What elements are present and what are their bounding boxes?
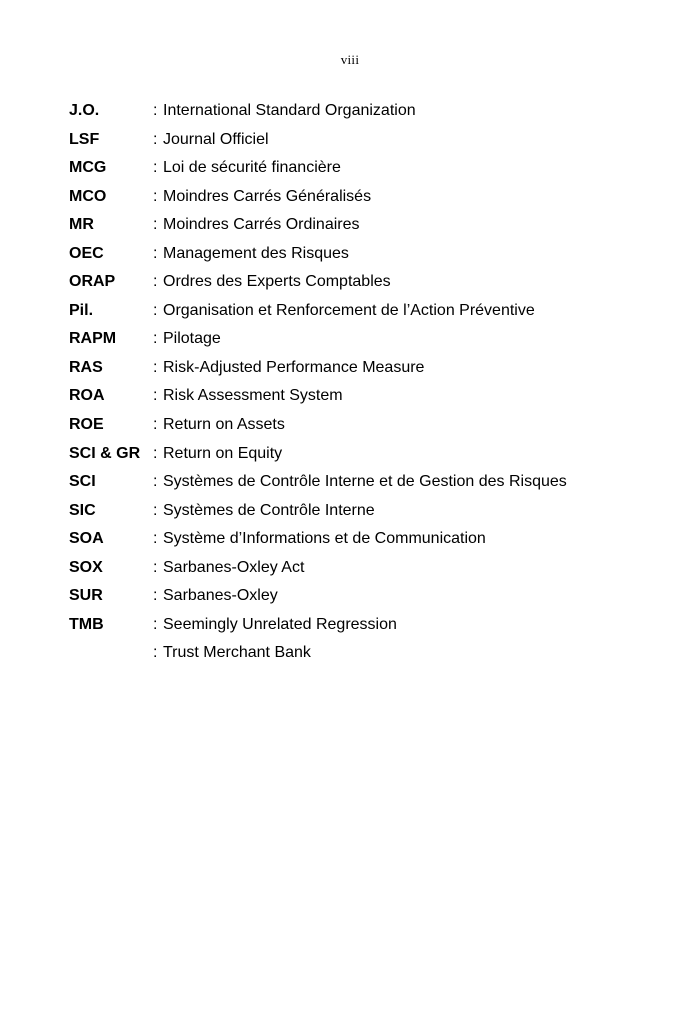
abbreviation-definition: Systèmes de Contrôle Interne et de Gestion des Risques xyxy=(163,473,567,491)
abbreviation-definition: Seemingly Unrelated Regression xyxy=(163,615,397,633)
abbreviation-separator: : xyxy=(153,273,158,291)
abbreviation-row xyxy=(69,240,669,269)
page-number: viii xyxy=(340,52,360,67)
abbreviation-separator: : xyxy=(153,644,158,662)
abbreviation-definition: Pilotage xyxy=(163,330,221,348)
abbreviation-list xyxy=(69,97,669,668)
abbreviation-separator: : xyxy=(153,473,158,491)
abbreviation-term: SCI xyxy=(69,473,96,491)
abbreviation-row xyxy=(69,382,669,411)
abbreviation-row xyxy=(69,126,669,155)
abbreviation-term: SOA xyxy=(69,530,104,548)
abbreviation-row xyxy=(69,268,669,297)
abbreviation-row xyxy=(69,97,669,126)
abbreviation-term xyxy=(69,639,153,668)
abbreviation-row xyxy=(69,639,669,668)
abbreviation-row xyxy=(69,554,669,583)
abbreviation-definition: Loi de sécurité financière xyxy=(163,159,341,177)
abbreviation-separator: : xyxy=(153,558,158,576)
abbreviation-definition: Organisation et Renforcement de l’Action Préventive xyxy=(163,301,535,319)
abbreviation-definition: Sarbanes-Oxley Act xyxy=(163,558,305,576)
abbreviation-row xyxy=(69,497,669,526)
abbreviation-definition: Systèmes de Contrôle Interne xyxy=(163,501,375,519)
abbreviation-term: SOX xyxy=(69,558,103,576)
abbreviation-separator: : xyxy=(153,416,158,434)
abbreviation-term: SCI & GR xyxy=(69,444,141,462)
abbreviation-separator: : xyxy=(153,216,158,234)
abbreviation-row xyxy=(69,297,669,326)
abbreviation-definition: Ordres des Experts Comptables xyxy=(163,273,391,291)
abbreviation-row xyxy=(69,354,669,383)
abbreviation-separator: : xyxy=(153,159,158,177)
abbreviation-definition: Management des Risques xyxy=(163,244,349,262)
abbreviation-row xyxy=(69,611,669,640)
abbreviation-row xyxy=(69,411,669,440)
abbreviation-separator: : xyxy=(153,444,158,462)
abbreviation-term: SUR xyxy=(69,587,103,605)
abbreviation-definition: Risk Assessment System xyxy=(163,387,343,405)
abbreviation-term: ORAP xyxy=(69,273,116,291)
abbreviation-definition: Return on Assets xyxy=(163,416,285,434)
abbreviation-separator: : xyxy=(153,501,158,519)
abbreviation-term: RAPM xyxy=(69,330,117,348)
abbreviation-term: TMB xyxy=(69,615,104,633)
abbreviation-term: RAS xyxy=(69,358,103,376)
abbreviation-term: OEC xyxy=(69,244,104,262)
abbreviation-separator: : xyxy=(153,358,158,376)
abbreviation-term: ROE xyxy=(69,416,104,434)
abbreviation-definition: Return on Equity xyxy=(163,444,283,462)
abbreviation-row xyxy=(69,154,669,183)
abbreviation-row xyxy=(69,525,669,554)
abbreviation-definition: Risk-Adjusted Performance Measure xyxy=(163,358,425,376)
abbreviation-definition: Trust Merchant Bank xyxy=(163,644,311,662)
abbreviation-row xyxy=(69,468,669,497)
abbreviation-definition: Moindres Carrés Généralisés xyxy=(163,187,372,205)
abbreviation-separator: : xyxy=(153,187,158,205)
abbreviation-definition: International Standard Organization xyxy=(163,102,416,119)
abbreviation-separator: : xyxy=(153,244,158,262)
abbreviation-separator: : xyxy=(153,387,158,405)
abbreviation-separator: : xyxy=(153,615,158,633)
abbreviation-term: Pil. xyxy=(69,301,94,319)
abbreviation-separator: : xyxy=(153,587,158,605)
abbreviation-term: LSF xyxy=(69,130,100,148)
abbreviation-separator: : xyxy=(153,102,158,119)
abbreviation-term: MCG xyxy=(69,159,107,177)
abbreviation-separator: : xyxy=(153,301,158,319)
abbreviation-row xyxy=(69,440,669,469)
abbreviation-term: ROA xyxy=(69,387,105,405)
abbreviation-row xyxy=(69,211,669,240)
abbreviation-separator: : xyxy=(153,330,158,348)
abbreviation-definition: Moindres Carrés Ordinaires xyxy=(163,216,360,234)
abbreviation-row xyxy=(69,183,669,212)
abbreviation-term: J.O. xyxy=(69,102,100,119)
abbreviation-term: MR xyxy=(69,216,94,234)
abbreviation-separator: : xyxy=(153,530,158,548)
abbreviation-definition: Système d’Informations et de Communication xyxy=(163,530,486,548)
abbreviation-term: SIC xyxy=(69,501,96,519)
abbreviation-definition: Journal Officiel xyxy=(163,130,269,148)
abbreviation-row xyxy=(69,325,669,354)
abbreviation-separator: : xyxy=(153,130,158,148)
abbreviation-definition: Sarbanes-Oxley xyxy=(163,587,278,605)
abbreviation-row xyxy=(69,582,669,611)
abbreviation-term: MCO xyxy=(69,187,107,205)
